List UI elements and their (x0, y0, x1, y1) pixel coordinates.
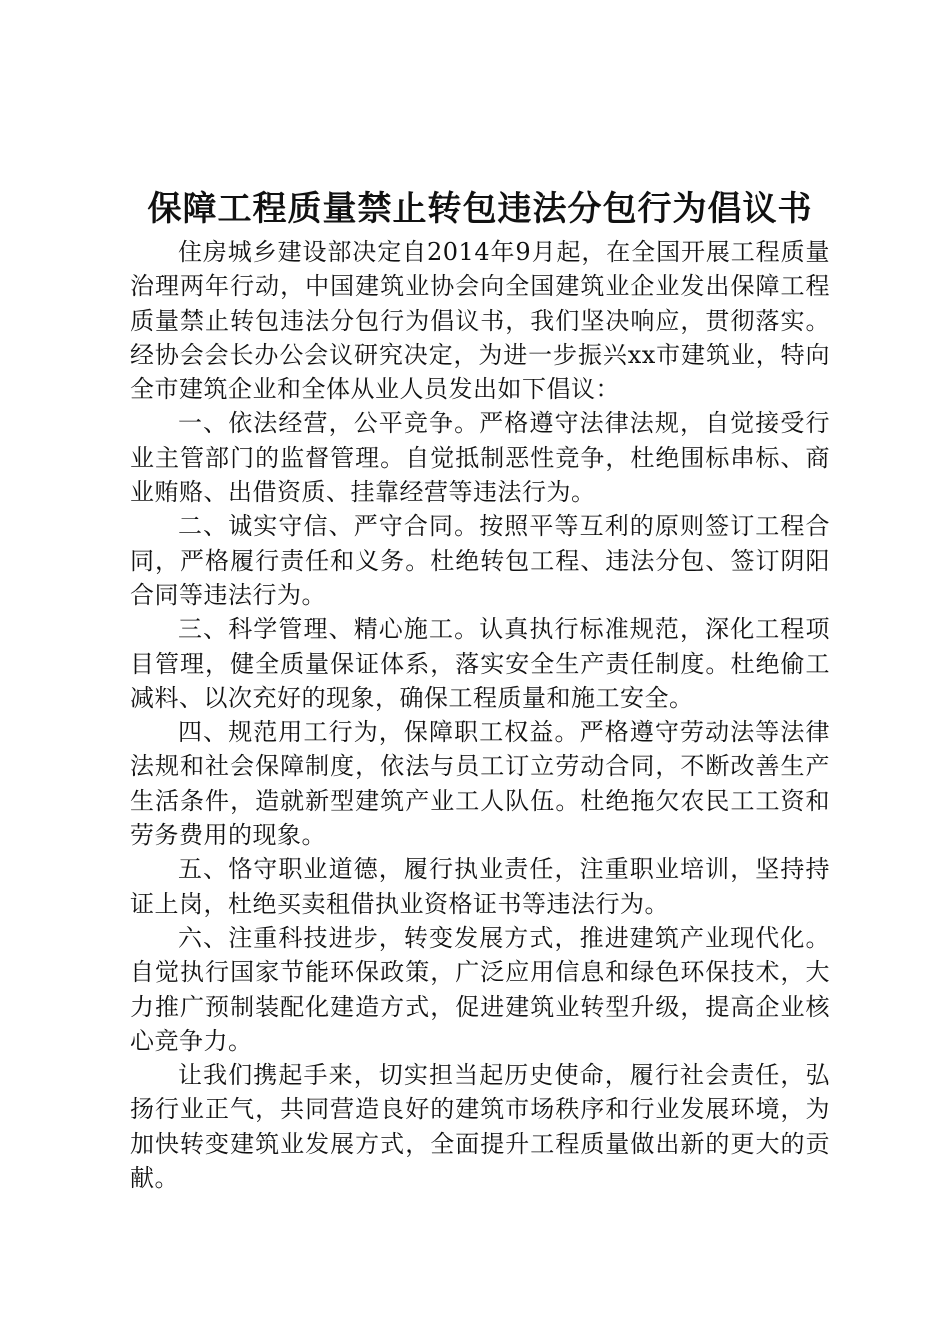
paragraph-intro: 住房城乡建设部决定自2014年9月起，在全国开展工程质量治理两年行动，中国建筑业协会向全国建筑业企业发出保障工程质量禁止转包违法分包行为倡议书，我们坚决响应，贯彻落实。经协会会长办公会议研究决定，为进一步振兴xx市建筑业，特向全市建筑企业和全体从业人员发出如下倡议： (130, 238, 830, 404)
paragraph-closing: 让我们携起手来，切实担当起历史使命，履行社会责任，弘扬行业正气，共同营造良好的建筑市场秩序和行业发展环境，为加快转变建筑业发展方式，全面提升工程质量做出新的更大的贡献。 (130, 1061, 830, 1193)
paragraph-item-5: 五、恪守职业道德，履行执业责任，注重职业培训，坚持持证上岗，杜绝买卖租借执业资格证书等违法行为。 (130, 855, 830, 918)
paragraph-item-1: 一、依法经营，公平竞争。严格遵守法律法规，自觉接受行业主管部门的监督管理。自觉抵制恶性竞争，杜绝围标串标、商业贿赂、出借资质、挂靠经营等违法行为。 (130, 409, 830, 507)
paragraph-item-6: 六、注重科技进步，转变发展方式，推进建筑产业现代化。自觉执行国家节能环保政策，广泛应用信息和绿色环保技术，大力推广预制装配化建造方式，促进建筑业转型升级，提高企业核心竞争力。 (130, 923, 830, 1055)
paragraph-item-2: 二、诚实守信、严守合同。按照平等互利的原则签订工程合同，严格履行责任和义务。杜绝转包工程、违法分包、签订阴阳合同等违法行为。 (130, 512, 830, 609)
paragraph-item-4: 四、规范用工行为，保障职工权益。严格遵守劳动法等法律法规和社会保障制度，依法与员工订立劳动合同，不断改善生产生活条件，造就新型建筑产业工人队伍。杜绝拖欠农民工工资和劳务费用的现象。 (130, 718, 830, 850)
document-title: 保障工程质量禁止转包违法分包行为倡议书 (147, 189, 813, 229)
document-page (130, 185, 830, 1195)
paragraph-item-3: 三、科学管理、精心施工。认真执行标准规范，深化工程项目管理，健全质量保证体系，落实安全生产责任制度。杜绝偷工减料、以次充好的现象，确保工程质量和施工安全。 (130, 615, 830, 712)
